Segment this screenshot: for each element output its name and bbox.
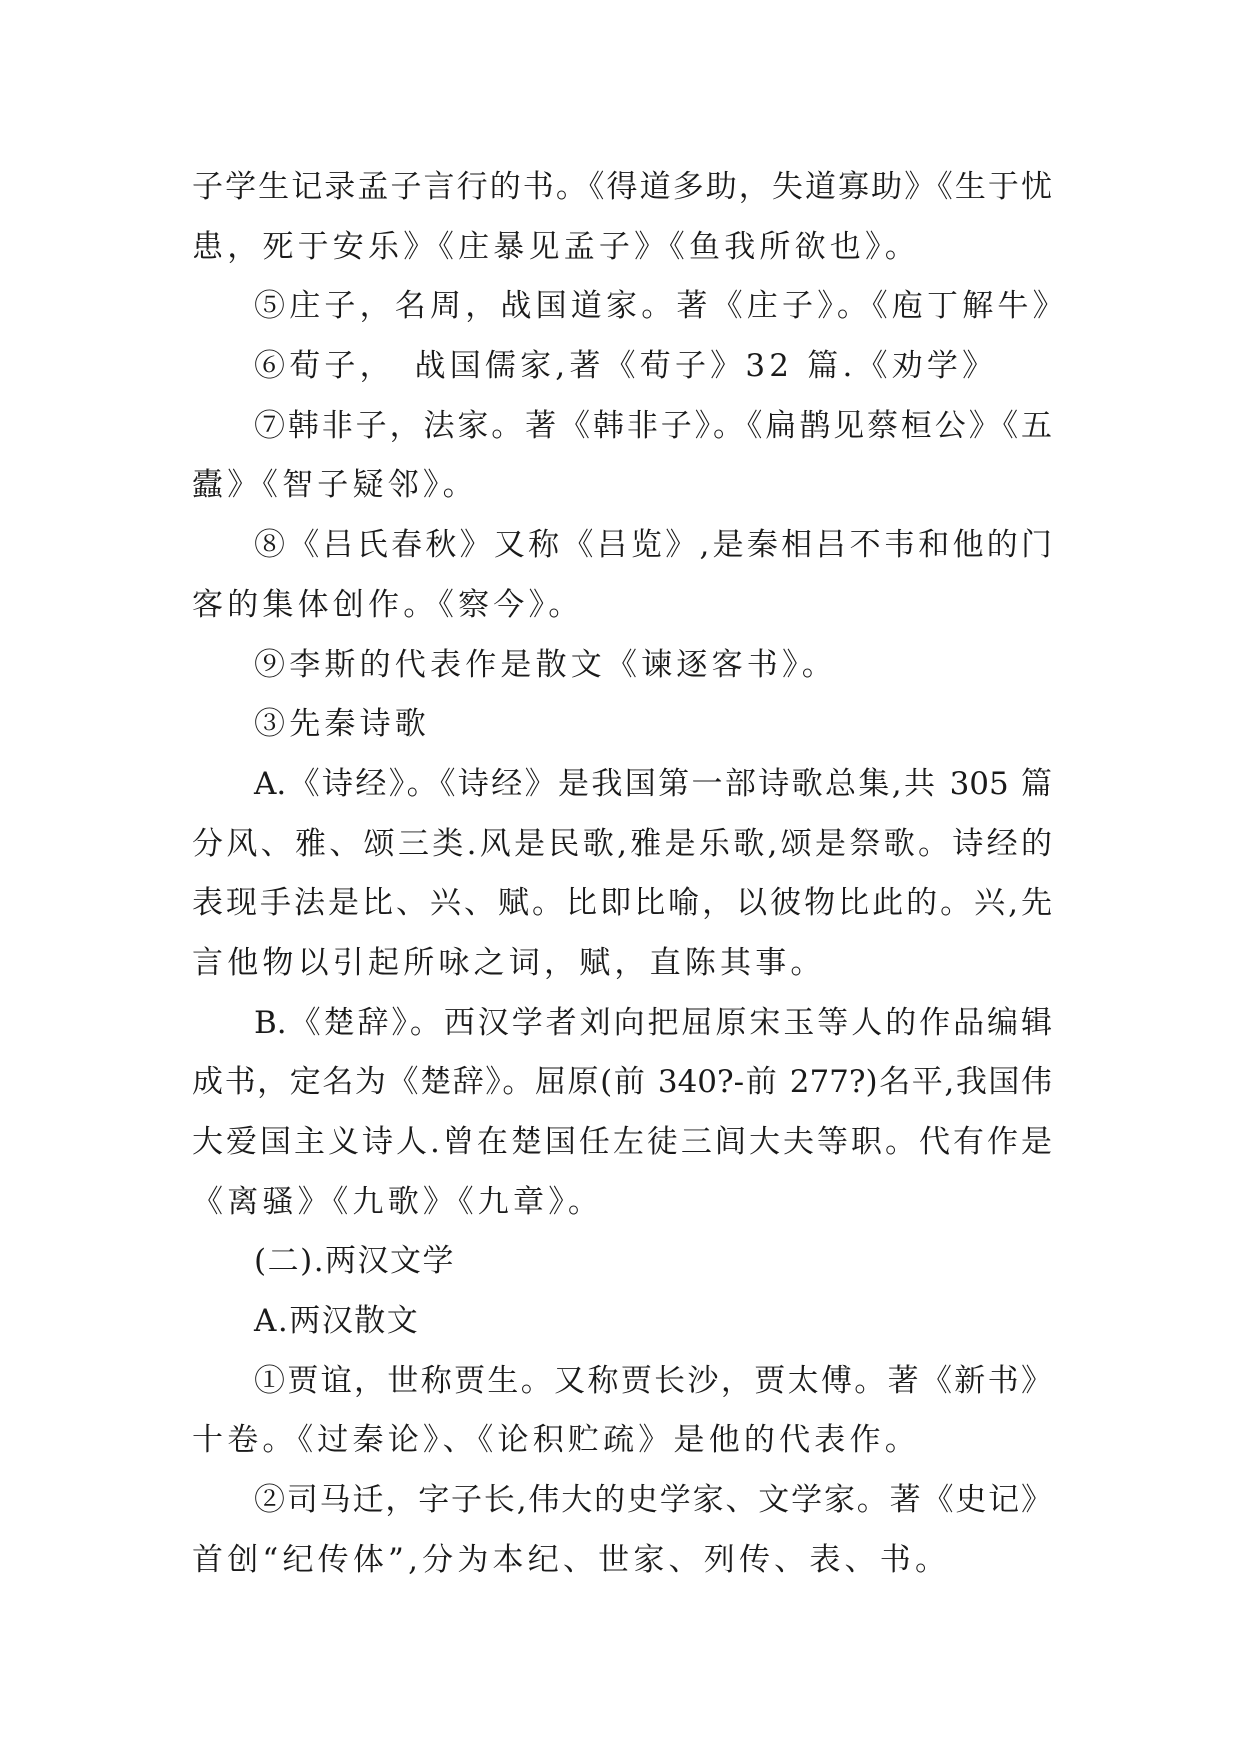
text-line: 《离骚》《九歌》《九章》。	[192, 1183, 604, 1220]
text-line: 子学生记录孟子言行的书。《得道多助，失道寡助》《生于忧	[192, 169, 1052, 205]
text-line: ⑧《吕氏春秋》又称《吕览》,是秦相吕不韦和他的门	[254, 527, 1052, 564]
text-line: 成书，定名为《楚辞》。屈原(前 340?-前 277?)名平,我国伟	[192, 1064, 1052, 1101]
text-line: ③先秦诗歌	[254, 706, 430, 743]
subsection-heading: A.两汉散文	[254, 1303, 420, 1340]
text-line: 十卷。《过秦论》、《论积贮疏》是他的代表作。	[192, 1422, 920, 1459]
text-line: B.《楚辞》。西汉学者刘向把屈原宋玉等人的作品编辑	[254, 1004, 1052, 1041]
text-line: ⑨李斯的代表作是散文《谏逐客书》。	[254, 646, 837, 683]
text-line: 首创“纪传体”,分为本纪、世家、列传、表、书。	[192, 1541, 951, 1578]
section-heading: (二).两汉文学	[254, 1243, 456, 1280]
text-line: 表现手法是比、兴、赋。比即比喻，以彼物比此的。兴,先	[192, 885, 1052, 922]
text-line: 分风、雅、颂三类.风是民歌,雅是乐歌,颂是祭歌。诗经的	[192, 825, 1052, 862]
text-line: 蠹》《智子疑邻》。	[192, 467, 478, 504]
text-line: ②司马迁，字子长,伟大的史学家、文学家。著《史记》	[254, 1482, 1052, 1519]
text-line: 言他物以引起所咏之词，赋，直陈其事。	[192, 944, 826, 981]
text-line: 患，死于安乐》《庄暴见孟子》《鱼我所欲也》。	[192, 228, 920, 265]
text-line: ⑤庄子，名周，战国道家。著《庄子》。《庖丁解牛》	[254, 288, 1068, 325]
text-line: ⑥荀子， 战国儒家,著《荀子》32 篇.《劝学》	[254, 348, 998, 385]
document-body	[192, 158, 1068, 1591]
text-line: 客的集体创作。《察今》。	[192, 586, 584, 623]
text-line: ①贾谊，世称贾生。又称贾长沙，贾太傅。著《新书》	[254, 1362, 1052, 1399]
text-line: 大爱国主义诗人.曾在楚国任左徒三闾大夫等职。代有作是	[192, 1124, 1052, 1160]
text-line: ⑦韩非子，法家。著《韩非子》。《扁鹊见蔡桓公》《五	[254, 407, 1052, 444]
text-line: A.《诗经》。《诗经》是我国第一部诗歌总集,共 305 篇	[254, 765, 1052, 802]
